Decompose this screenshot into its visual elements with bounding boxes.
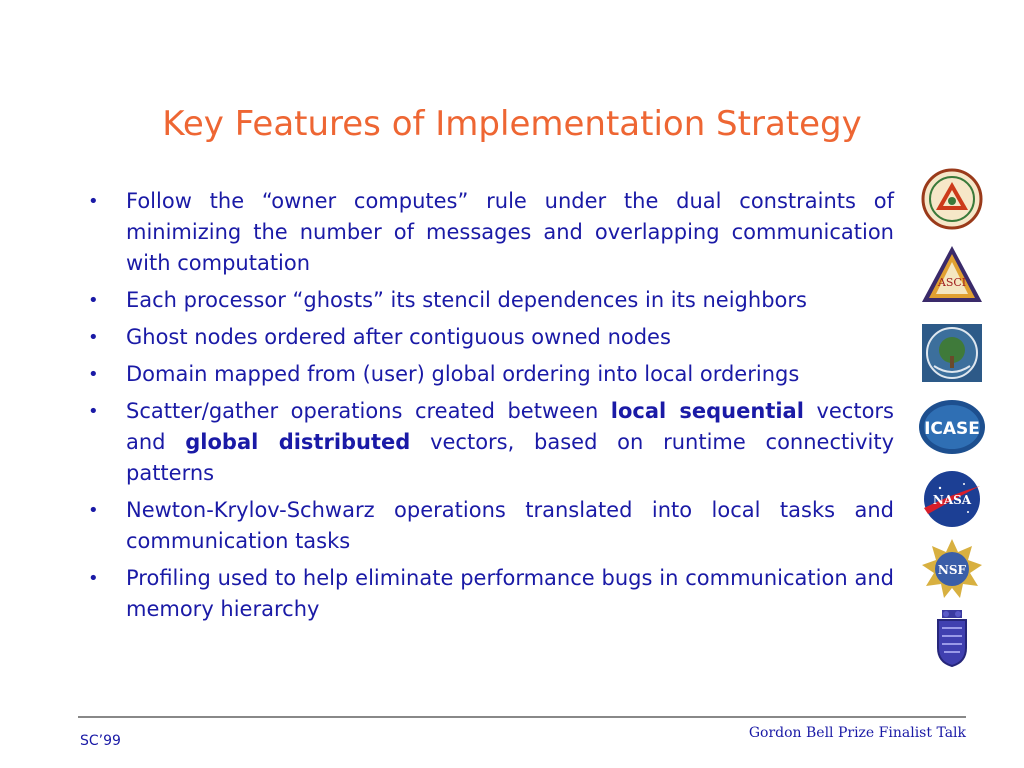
argonne-logo: [918, 168, 986, 230]
doe-seal-logo: [918, 322, 986, 384]
bullet-item: [88, 186, 894, 279]
bullet-dot: •: [88, 327, 99, 348]
bullet-text: Ghost nodes ordered after contiguous owned nodes: [126, 325, 671, 349]
bullet-text: vectors and: [126, 399, 894, 454]
asci-logo-text: ASCI: [937, 276, 967, 289]
crest-logo: [918, 608, 986, 670]
bullet-text: Scatter/gather operations created between: [126, 399, 611, 423]
bullet-text: Follow the “owner computes” rule under the dual constraints of minimizing the number of messages and overlapping communication with computation: [126, 189, 894, 275]
bullet-dot: •: [88, 401, 99, 422]
bullet-emphasis-text: global distributed: [185, 430, 411, 454]
icase-logo: [918, 396, 986, 458]
nsf-logo-text: NSF: [937, 563, 967, 577]
bullet-item: [88, 322, 894, 353]
footer-talk-label: Gordon Bell Prize Finalist Talk: [748, 725, 966, 741]
bullet-list: [88, 186, 894, 631]
bullet-text: Newton-Krylov-Schwarz operations translated into local tasks and communication tasks: [126, 498, 894, 553]
bullet-item: [88, 359, 894, 390]
bullet-item: [88, 396, 894, 489]
bullet-text: Each processor “ghosts” its stencil dependences in its neighbors: [126, 288, 807, 312]
nsf-logo: [918, 538, 986, 600]
bullet-text: vectors, based on runtime connectivity patterns: [126, 430, 894, 485]
bullet-dot: •: [88, 500, 99, 521]
nasa-logo-text: NASA: [932, 493, 972, 507]
bullet-emphasis-text: local sequential: [610, 399, 804, 423]
bullet-item: [88, 563, 894, 625]
bullet-item: [88, 495, 894, 557]
bullet-text: Domain mapped from (user) global ordering into local orderings: [126, 362, 800, 386]
bullet-dot: •: [88, 568, 99, 589]
bullet-text: Profiling used to help eliminate performance bugs in communication and memory hierarchy: [126, 566, 894, 621]
bullet-dot: •: [88, 191, 99, 212]
bullet-dot: •: [88, 364, 99, 385]
nasa-logo: [918, 468, 986, 530]
icase-logo-text: ICASE: [924, 419, 980, 439]
footer-event-label: SC’99: [80, 733, 121, 749]
bullet-dot: •: [88, 290, 99, 311]
asci-logo: [918, 244, 986, 306]
slide-title: Key Features of Implementation Strategy: [162, 104, 862, 144]
footer-divider: [78, 716, 966, 718]
bullet-item: [88, 285, 894, 316]
